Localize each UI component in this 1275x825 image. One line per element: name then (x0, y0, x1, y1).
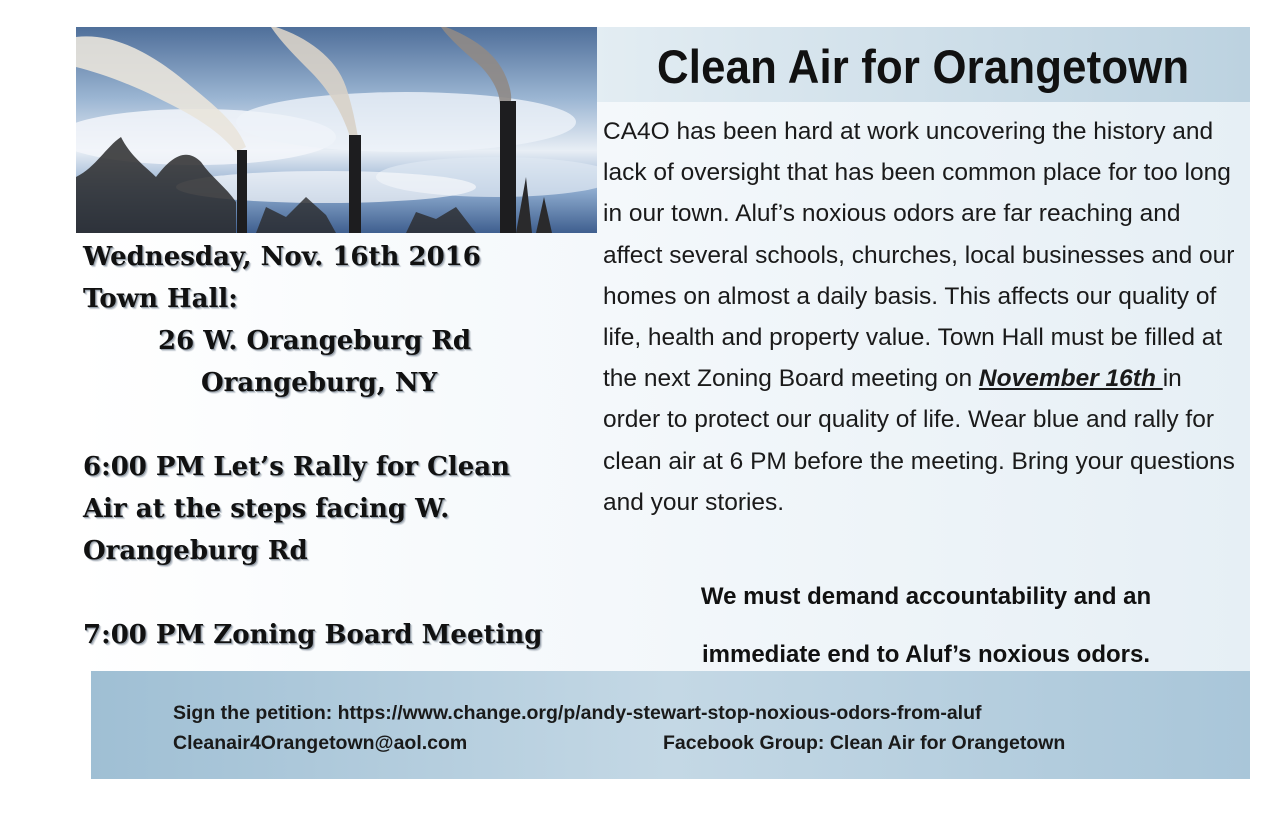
event-meeting: 7:00 PM Zoning Board Meeting (83, 620, 543, 650)
event-address-line1: 26 W. Orangeburg Rd (158, 326, 472, 356)
footer-contact-box (91, 671, 1250, 779)
body-paragraph (603, 111, 1243, 523)
demand-line2: immediate end to Aluf’s noxious odors. (701, 641, 1151, 668)
flyer (76, 27, 1250, 779)
facebook-group[interactable]: Facebook Group: Clean Air for Orangetown (663, 732, 1066, 754)
event-rally-line2: Air at the steps facing W. (83, 494, 450, 524)
event-rally-line3: Orangeburg Rd (83, 536, 308, 566)
demand-line1: We must demand accountability and an (700, 583, 1152, 610)
event-date: Wednesday, Nov. 16th 2016 (83, 242, 481, 272)
event-rally-line1: 6:00 PM Let’s Rally for Clean (83, 452, 510, 482)
event-venue: Town Hall: (83, 284, 238, 314)
event-address-line2: Orangeburg, NY (201, 368, 438, 398)
smokestacks-image (76, 27, 597, 233)
title-bar (597, 27, 1250, 102)
page-title: Clean Air for Orangetown (657, 40, 1190, 93)
body-text-part1: CA4O has been hard at work uncovering the history and lack of oversight that has been common place for too long in our town. Aluf’s noxious odors are far reaching and affect several schools, churches, local businesses and our homes on almost a daily basis. This affects our quality of life, health and property value. Town Hall must be filled at the next Zoning Board meeting on (603, 118, 1235, 393)
contact-email[interactable]: Cleanair4Orangetown@aol.com (173, 732, 468, 754)
meeting-date-emphasis: November 16th (978, 365, 1163, 393)
petition-link[interactable]: Sign the petition: https://www.change.org/p/andy-stewart-stop-noxious-odors-from-aluf (173, 702, 982, 724)
body-text-part2: in order to protect our quality of life. Wear blue and rally for clean air at 6 PM before the meeting. Bring your questions and your stories. (603, 365, 1235, 516)
